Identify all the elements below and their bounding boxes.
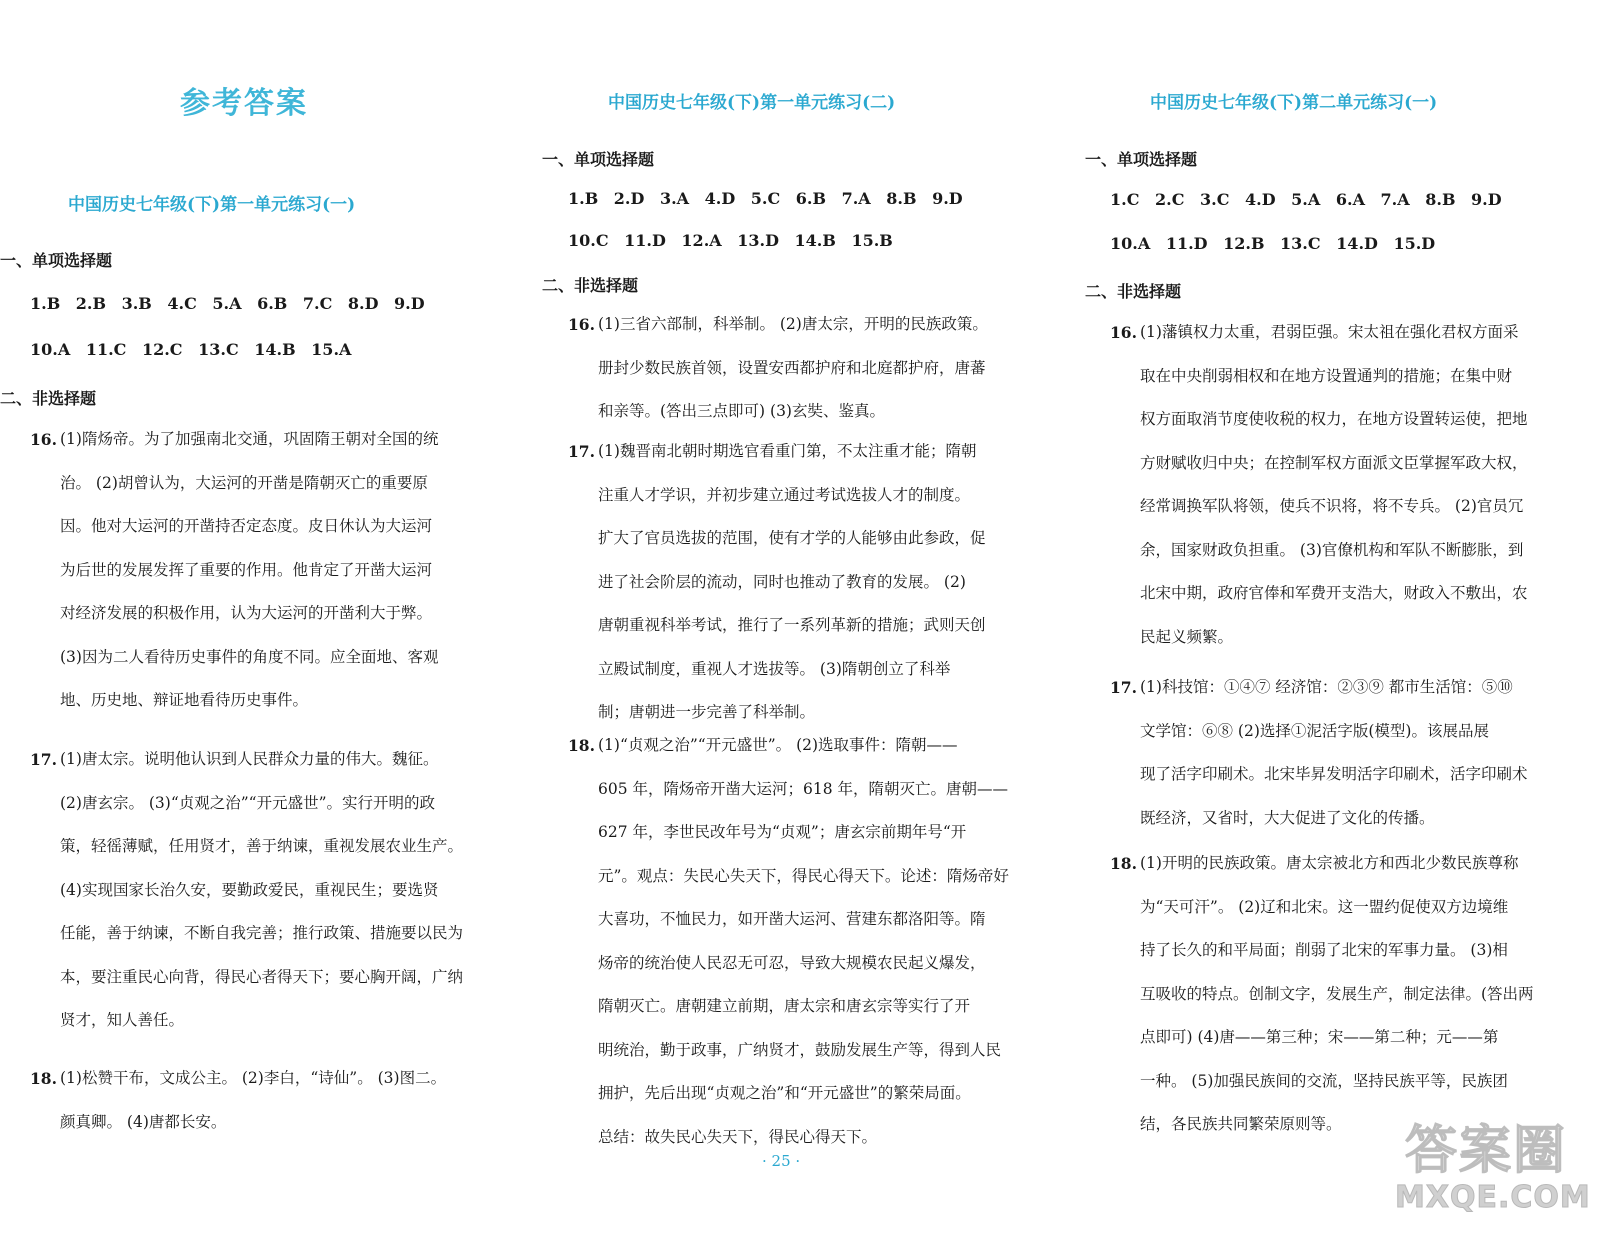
answer-line: 一种。 (5)加强民族间的交流，坚持民族平等，民族团 (1140, 1071, 1508, 1090)
watermark-text: 答案圈 (1405, 1121, 1568, 1181)
question-17 (568, 430, 986, 735)
answer-line: (1)科技馆：①④⑦ 经济馆：②③⑨ 都市生活馆：⑤⑩ (1140, 678, 1513, 696)
answer-row: 10.A 11.D 12.B 13.C 14.D 15.D (1110, 234, 1436, 253)
answer-row: 10.A 11.C 12.C 13.C 14.B 15.A (30, 340, 352, 359)
answer-line: 结，各民族共同繁荣原则等。 (1140, 1115, 1342, 1133)
page-main-title: 参考答案 (180, 86, 308, 121)
answer-line: 炀帝的统治使人民忍无可忍，导致大规模农民起义爆发， (598, 953, 986, 972)
answer-line: 对经济发展的积极作用，认为大运河的开凿利大于弊。 (60, 604, 433, 622)
answer-line: 持了长久的和平局面；削弱了北宋的军事力量。 (3)相 (1140, 941, 1508, 959)
answer-line: 605 年，隋炀帝开凿大运河；618 年，隋朝灭亡。唐朝—— (598, 779, 1009, 798)
answer-line: 权方面取消节度使收税的权力，在地方设置转运使，把地 (1140, 410, 1528, 428)
unit-title: 中国历史七年级(下)第二单元练习(一) (1150, 93, 1438, 113)
answer-line: 627 年，李世民改年号为“贞观”；唐玄宗前期年号“开 (598, 823, 967, 841)
answer-line: 本，要注重民心向背，得民心者得天下；要心胸开阔，广纳 (60, 967, 464, 986)
answer-line: 现了活字印刷术。北宋毕昇发明活字印刷术，活字印刷术 (1140, 765, 1528, 783)
answer-line: (2)唐玄宗。 (3)“贞观之治”“开元盛世”。实行开明的政 (60, 793, 436, 812)
answer-line: (1)开明的民族政策。唐太宗被北方和西北少数民族尊称 (1140, 854, 1519, 872)
section-title-nonchoice: 二、非选择题 (542, 276, 639, 295)
answer-line: 为后世的发展发挥了重要的作用。他肯定了开凿大运河 (60, 560, 433, 579)
answer-line: 方财赋收归中央；在控制军权方面派文臣掌握军政大权， (1140, 453, 1528, 472)
unit-title: 中国历史七年级(下)第一单元练习(一) (68, 195, 356, 215)
watermark-url: MXQE.COM (1395, 1180, 1591, 1215)
section-title-choice: 一、单项选择题 (0, 251, 113, 270)
answer-line: 唐朝重视科举考试，推行了一系列革新的措施；武则天创 (598, 616, 986, 634)
question-number: 16. (568, 315, 595, 334)
answer-line: 册封少数民族首领，设置安西都护府和北庭都护府，唐蕃 (598, 358, 986, 377)
answer-line: 贤才，知人善任。 (60, 1011, 185, 1029)
answer-row: 1.B 2.D 3.A 4.D 5.C 6.B 7.A 8.B 9.D (568, 189, 963, 208)
section-title-nonchoice: 二、非选择题 (1085, 282, 1182, 301)
question-number: 16. (30, 430, 57, 449)
answer-line: (1)松赞干布，文成公主。 (2)李白，“诗仙”。 (3)图二。 (60, 1069, 447, 1087)
answer-line: 总结：故失民心失天下，得民心得天下。 (598, 1127, 878, 1146)
answer-line: 互吸收的特点。创制文字，发展生产，制定法律。(答出两 (1140, 984, 1534, 1003)
question-16 (1110, 311, 1528, 659)
question-number: 18. (1110, 854, 1137, 873)
answer-line: 民起义频繁。 (1140, 627, 1234, 646)
page-number: · 25 · (762, 1152, 801, 1170)
question-18 (1110, 842, 1534, 1147)
answer-line: (1)唐太宗。说明他认识到人民群众力量的伟大。魏征。 (60, 750, 439, 768)
answer-line: 策，轻徭薄赋，任用贤才，善于纳谏，重视发展农业生产。 (60, 837, 464, 855)
question-17 (30, 738, 463, 1043)
section-title-choice: 一、单项选择题 (542, 150, 655, 169)
answer-line: 立殿试制度，重视人才选拔等。 (3)隋朝创立了科举 (598, 659, 951, 678)
answer-line: 明统治，勤于政事，广纳贤才，鼓励发展生产等，得到人民 (598, 1040, 1002, 1059)
answer-line: (1)藩镇权力太重，君弱臣强。宋太祖在强化君权方面采 (1140, 323, 1519, 341)
question-16 (30, 418, 438, 723)
section-title-choice: 一、单项选择题 (1085, 150, 1198, 169)
answer-line: 治。 (2)胡曾认为，大运河的开凿是隋朝灭亡的重要原 (60, 473, 428, 492)
answer-line: 经常调换军队将领，使兵不识将，将不专兵。 (2)官员冗 (1140, 497, 1524, 515)
question-number: 16. (1110, 323, 1137, 342)
question-number: 17. (30, 750, 57, 769)
answer-line: 文学馆：⑥⑧ (2)选择①泥活字版(模型)。该展品展 (1140, 721, 1489, 740)
answer-line: 注重人才学识，并初步建立通过考试选拔人才的制度。 (598, 485, 971, 504)
answer-line: 地、历史地、辩证地看待历史事件。 (60, 691, 309, 709)
question-18 (568, 724, 1009, 1159)
answer-line: 制；唐朝进一步完善了科举制。 (598, 703, 816, 721)
unit-title: 中国历史七年级(下)第一单元练习(二) (608, 93, 896, 113)
section-title-nonchoice: 二、非选择题 (0, 389, 97, 408)
answer-line: 扩大了官员选拔的范围，使有才学的人能够由此参政，促 (598, 529, 986, 547)
answer-line: 余，国家财政负担重。 (3)官僚机构和军队不断膨胀，到 (1140, 540, 1524, 559)
answer-row: 10.C 11.D 12.A 13.D 14.B 15.B (568, 231, 893, 250)
question-17 (1110, 666, 1528, 840)
answer-line: (1)三省六部制，科举制。 (2)唐太宗，开明的民族政策。 (598, 315, 988, 333)
answer-line: 拥护，先后出现“贞观之治”和“开元盛世”的繁荣局面。 (598, 1084, 971, 1102)
question-number: 18. (30, 1069, 57, 1088)
answer-line: (4)实现国家长治久安，要勤政爱民，重视民生；要选贤 (60, 880, 439, 899)
answer-line: 颜真卿。 (4)唐都长安。 (60, 1112, 227, 1131)
question-18 (30, 1057, 446, 1144)
answer-line: 因。他对大运河的开凿持否定态度。皮日休认为大运河 (60, 517, 433, 535)
question-number: 17. (1110, 678, 1137, 697)
question-number: 18. (568, 736, 595, 755)
answer-line: 既经济，又省时，大大促进了文化的传播。 (1140, 808, 1435, 827)
question-number: 17. (568, 442, 595, 461)
answer-line: 点即可) (4)唐——第三种；宋——第二种；元——第 (1140, 1028, 1499, 1046)
question-16 (568, 303, 988, 434)
answer-row: 1.B 2.B 3.B 4.C 5.A 6.B 7.C 8.D 9.D (30, 294, 425, 313)
answer-line: 进了社会阶层的流动，同时也推动了教育的发展。 (2) (598, 572, 966, 591)
answer-line: (3)因为二人看待历史事件的角度不同。应全面地、客观 (60, 647, 439, 666)
answer-line: 大喜功，不恤民力，如开凿大运河、营建东都洛阳等。隋 (598, 910, 986, 928)
answer-row: 1.C 2.C 3.C 4.D 5.A 6.A 7.A 8.B 9.D (1110, 190, 1502, 209)
answer-line: (1)“贞观之治”“开元盛世”。 (2)选取事件：隋朝—— (598, 736, 958, 754)
watermark-logo (1395, 1108, 1600, 1233)
answer-line: 为“天可汗”。 (2)辽和北宋。这一盟约促使双方边境维 (1140, 897, 1509, 916)
answer-line: 隋朝灭亡。唐朝建立前期，唐太宗和唐玄宗等实行了开 (598, 997, 971, 1015)
answer-line: 和亲等。(答出三点即可) (3)玄奘、鉴真。 (598, 402, 885, 420)
answer-line: 北宋中期，政府官俸和军费开支浩大，财政入不敷出，农 (1140, 584, 1528, 602)
answer-line: 取在中央削弱相权和在地方设置通判的措施；在集中财 (1140, 366, 1513, 385)
answer-line: 元”。观点：失民心失天下，得民心得天下。论述：隋炀帝好 (598, 866, 1009, 885)
answer-line: 任能，善于纳谏，不断自我完善；推行政策、措施要以民为 (60, 924, 464, 942)
answer-line: (1)隋炀帝。为了加强南北交通，巩固隋王朝对全国的统 (60, 430, 439, 448)
answer-line: (1)魏晋南北朝时期选官看重门第，不太注重才能；隋朝 (598, 442, 977, 460)
